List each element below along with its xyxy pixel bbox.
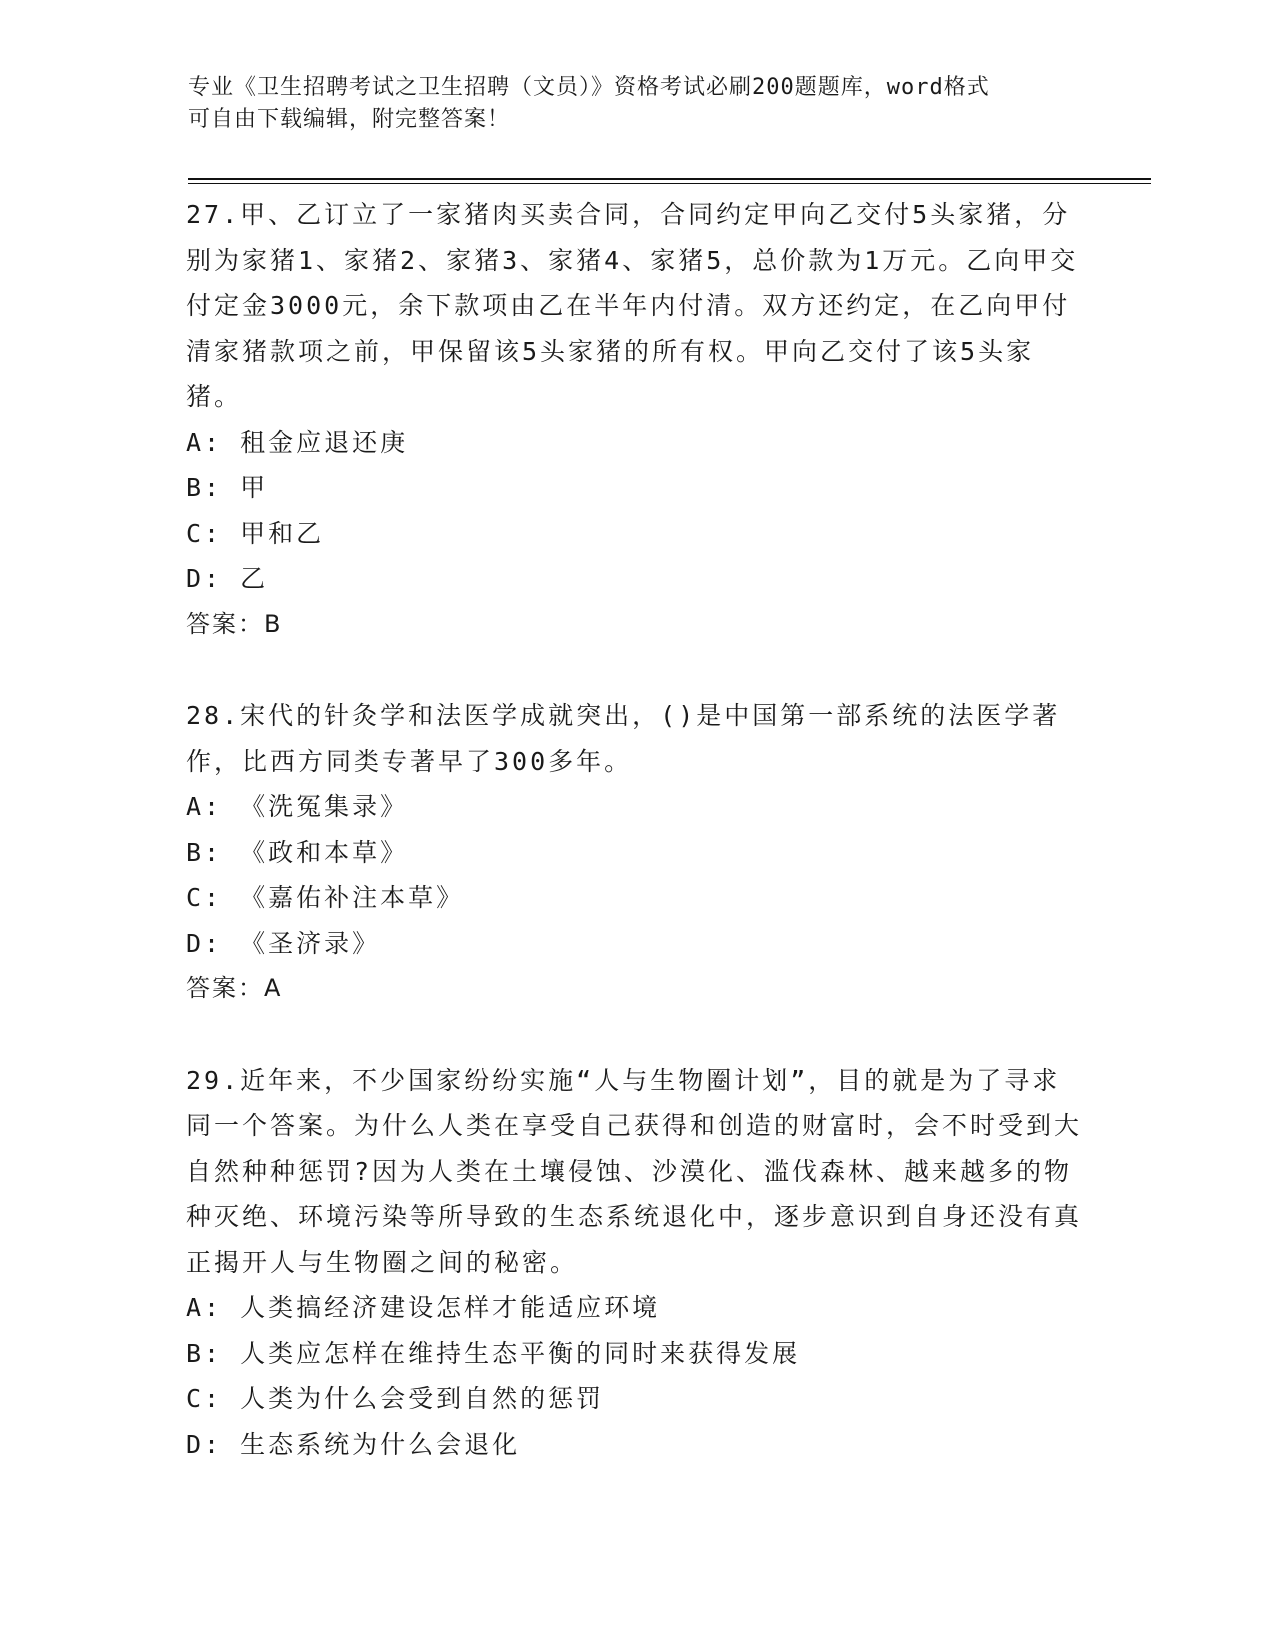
option-d: D: 乙 bbox=[186, 564, 269, 593]
option-c: C: 甲和乙 bbox=[186, 518, 325, 548]
question-28 bbox=[186, 693, 1086, 1012]
option-a: A: 租金应退还庚 bbox=[186, 427, 409, 457]
option-a: A: 《洗冤集录》 bbox=[186, 792, 409, 821]
header-divider-thin bbox=[188, 183, 1151, 184]
option-c: C: 《嘉佑补注本草》 bbox=[186, 883, 465, 912]
question-stem: 29.近年来，不少国家纷纷实施“人与生物圈计划”，目的就是为了寻求同一个答案。为什么人类在享受自己获得和创造的财富时，会不时受到大自然种种惩罚?因为人类在土壤侵蚀、沙漠化、滥伐森林、越来越多的物种灭绝、环境污染等所导致的生态系统退化中，逐步意识到自身还没有真正揭开人与生物圈之间的秘密。 bbox=[186, 1065, 1083, 1277]
answer-line: 答案：A bbox=[186, 974, 283, 1002]
document-header bbox=[188, 72, 1088, 136]
answer-line: 答案：B bbox=[186, 609, 283, 638]
question-stem: 28.宋代的针灸学和法医学成就突出，()是中国第一部系统的法医学著作，比西方同类专著早了300多年。 bbox=[186, 701, 1061, 776]
option-a: A: 人类搞经济建设怎样才能适应环境 bbox=[186, 1293, 661, 1322]
question-29 bbox=[186, 1058, 1086, 1468]
option-c: C: 人类为什么会受到自然的惩罚 bbox=[186, 1384, 605, 1413]
question-stem: 27.甲、乙订立了一家猪肉买卖合同，合同约定甲向乙交付5头家猪，分别为家猪1、家猪2、家猪3、家猪4、家猪5，总价款为1万元。乙向甲交付定金3000元，余下款项由乙在半年内付清。双方还约定，在乙向甲付清家猪款项之前，甲保留该5头家猪的所有权。甲向乙交付了该5头家猪。 bbox=[186, 200, 1079, 411]
question-27 bbox=[186, 192, 1086, 647]
header-line-2: 可自由下载编辑，附完整答案！ bbox=[188, 107, 511, 132]
option-b: B: 人类应怎样在维持生态平衡的同时来获得发展 bbox=[186, 1338, 801, 1368]
header-line-1: 专业《卫生招聘考试之卫生招聘（文员）》资格考试必刷200题题库，word格式 bbox=[188, 75, 990, 100]
header-divider-thick bbox=[188, 178, 1151, 180]
option-d: D: 生态系统为什么会退化 bbox=[186, 1429, 521, 1459]
option-d: D: 《圣济录》 bbox=[186, 928, 381, 958]
option-b: B: 《政和本草》 bbox=[186, 837, 409, 867]
question-list bbox=[186, 192, 1086, 1467]
option-b: B: 甲 bbox=[186, 473, 269, 502]
